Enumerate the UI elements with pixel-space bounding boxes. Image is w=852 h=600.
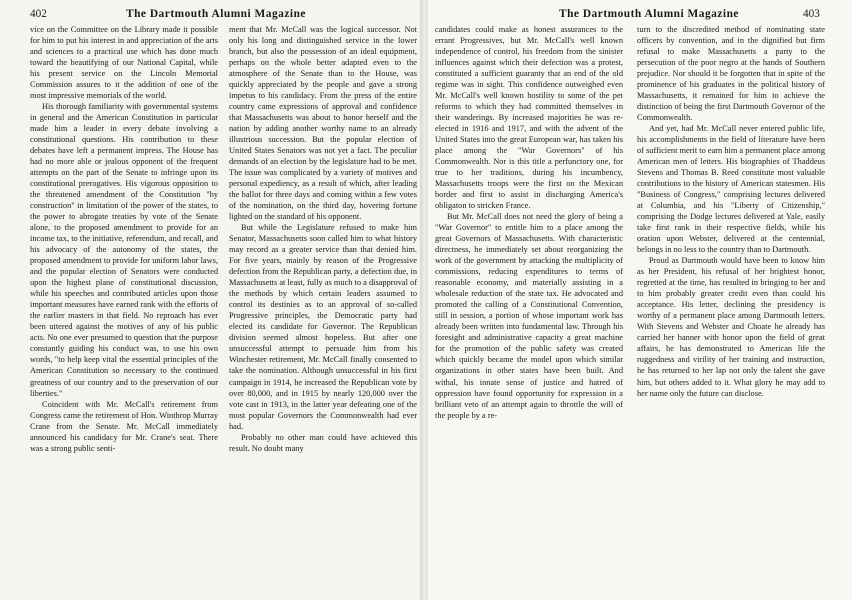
paragraph: Coincident with Mr. McCall's retirement from Congress came the retirement of Hon. Winthrop Murray Crane from the Senate. Mr. McCall immediately announced his candidacy for Mr. Crane's seat. There was a strong public senti- [30,399,218,453]
right-page-number: 403 [803,8,820,20]
paragraph: Proud as Dartmouth would have been to know him as her President, his refusal of her brightest honor, regretted at the time, has resulted in bringing to her and to him probably greater credit even than could his acceptance. His letter, declining the presidency is worthy of a permanent place among Dartmouth letters. With Stevens and Webster and Choate he already has carried her banner with honor upon the field of great affairs, he has demonstrated to American life the ruggedness and virility of her training and instruction, he has returned to her lap not only the talent she gave him, but others added to it. What glory he may add to her name only the future can disclose. [637,256,825,398]
book-gutter [420,0,428,600]
paragraph: candidates could make as honest assurances to the errant Progressives, but Mr. McCall's well known independence of control, his freedom from the sinister influences against which their defection was a protest, constituted a sufficient guaranty that an end of the old regime was in sight. This confidence outweighed even Mr. McCall's well known hostility to some of the pet reforms to which they had committed themselves in their wanderings. By increased majorities he was re-elected in 1916 and 1917, and with the advent of the United States into the great European war, has taken his place among the "War Governors" of his Commonwealth. Nor is this title a perfunctory one, for true to her traditions, during his incumbency, Massachusetts troops were the first on the Mexican border and first to assist in discharging America's obligaton to stricken France. [435,25,623,211]
paragraph: But while the Legislature refused to make him Senator, Massachusetts soon called him to what history may record as a greater service than that denied him. For five years, mainly by reason of the Progressive defection from the Republican party, a defection due, in Massachusetts at least, fully as much to a disapproval of the methods by which certain leaders assumed to control its destinies as to an approval of so-called Progressive principles, the Democratic party had elected its candidate for Governor. The Republican division seemed almost hopeless. But after one unsuccessful attempt to persuade him from his Winchester retirement, Mr. McCall finally consented to take the nomination. Although unsuccessful in his first campaign in 1914, he increased the Republican vote by over 80,000, and in 1915 by nearly 120,000 over the vote cast in 1913, in the latter year defeating one of the most popular Governors the Commonwealth had ever had. [229,223,417,431]
paragraph: Probably no other man could have achieved this result. No doubt many [229,432,417,453]
left-page [0,0,424,600]
left-column-2 [229,24,417,454]
paragraph: ment that Mr. McCall was the logical successor. Not only his long and distinguished service in the lower branch, but also the possession of an ideal equipment, perhaps on the whole better adapted even to the atmosphere of the Senate than to the House, was quickly appreciated by the people and gave a strong impetus to his candidacy. From the press of the entire country came expressions of approval and confidence that Massachusetts was about to honor herself and the nation by adding another worthy name to an already illustrious succession. But the popular election of United States Senators was not yet a fact. The peculiar demands of an election by the legislature had to be met. The issue was complicated by a variety of motives and personal expediency, as a result of which, after leading the ballot for three days and coming within a few votes of the nomination, on the third day, hovering fortune lighted on the standard of his opponent. [229,25,417,222]
left-column-1 [30,24,218,454]
paragraph: And yet, had Mr. McCall never entered public life, his accomplishments in the field of literature have been of sufficient merit to earn him a permanent place among American men of letters. His biographies of Thaddeus Stevens and Thomas B. Reed constitute most valuable contributions to the history of American statesmen. His "Business of Congress," comprising lectures delivered at Columbia, and his "Liberty of Citizenship," comprising the Dodge lectures delivered at Yale, easily take first rank in their respective fields, while his oration upon Webster, delivered at the centennial, belongs in no less to the country than to Dartmouth. [637,124,825,255]
paragraph: vice on the Committee on the Library made it possible for him to put his interest in and appreciation of the arts and sciences to a practical use which has done much toward the beautifying of our National Capital, while his present service on the Lincoln Memorial Commission assures to it the addition of one of the most impressive memorials of the world. [30,25,218,101]
left-running-title: The Dartmouth Alumni Magazine [126,8,306,20]
paragraph: His thorough familiarity with governmental systems in general and the American Constitution in particular made him a leader in every debate involving a constitutional questions. His contribution to these debates have left a permanent impress. The House has had no more able or jealous opponent of the frequent attempts on the part of the Senate to infringe upon its constitutional prerogatives. His vigorous opposition to the threatened amendment of the Constitution "by construction" in limitation of the power of the states, to the power to abrogate treaties by vote of the Senate alone, to the proposed amendment to provide for an income tax, to the initiative, referendum, and recall, and his advocacy of the autonomy of the states, the proposed amendment to provide for uniform labor laws, and the popular election of Senators were conducted upon the highest plane of constitutional discussion, while his speeches and contributed articles upon those important measures have earned rank with the efforts of the earlier masters in that field. No reproach has ever been uttered against the motives of any of his public acts. No one ever presumed to question that the purpose constantly guiding his conduct was, to use his own words, "to help keep vital the essential principles of the American Constitution so necessary to the continued greatness of our country and to the preservation of our liberties." [30,102,218,398]
left-page-number: 402 [30,8,47,20]
paragraph: But Mr. McCall does not need the glory of being a "War Governor" to entitle him to a place among the great Governors of Massachusetts. With characteristic directness, he immediately set about reorganizing the work of the government by attacking the multiplicity of commissions, reducing expenditures to terms of reasonable economy, and materially assisting in a wholesale reduction of the state tax. He advocated and promoted the calling of a Constitutional Convention, still in session, a portion of whose important work has already been written into fundamental law. Through his foresight and administrative capacity a great machine for the promotion of the public safety was created which quickly became the model upon which similar organizations in other states have been built. And withal, his innate sense of justice and hatred of oppression have found opportunity for expression in a brilliant veto of an attempt again to throttle the will of the people by a re- [435,212,623,420]
right-column-2 [637,24,825,399]
right-page [424,0,852,600]
paragraph: turn to the discredited method of nominating state officers by convention, and in the dignified but firm refusal to make Massachusetts a party to the persecution of the poor negro at the hands of Southern prejudice. Nor should it be forgotten that in spite of the prominence of his graduates in the political history of Massachusetts, it remained for him to achieve the distinction of being the first Dartmouth Governor of the Commonwealth. [637,25,825,123]
right-column-1 [435,24,623,421]
right-running-title: The Dartmouth Alumni Magazine [559,8,739,20]
